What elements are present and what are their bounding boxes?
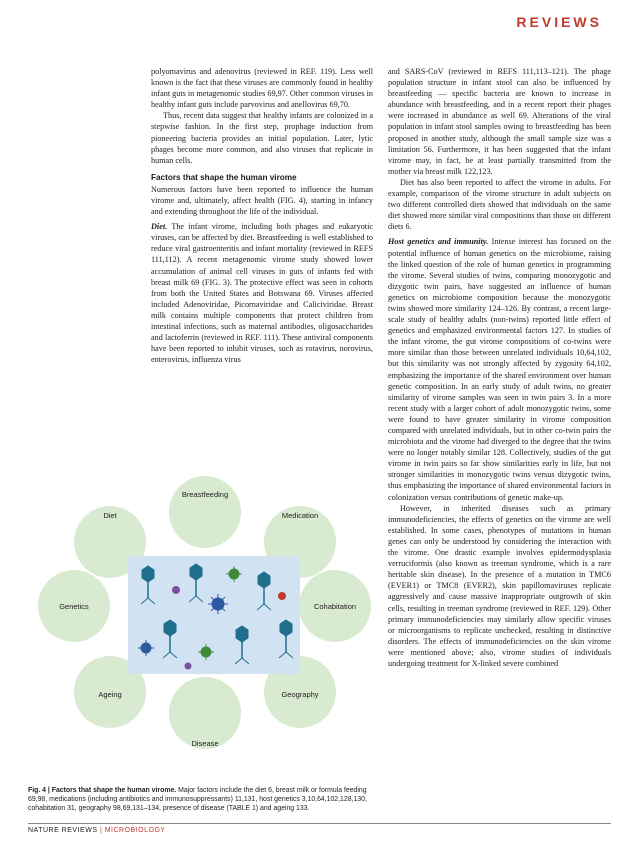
section-label: REVIEWS [516, 14, 602, 30]
factors-diagram [28, 470, 373, 790]
label-geography: Geography [281, 690, 319, 699]
paragraph-genetics [388, 236, 611, 502]
page-footer [28, 823, 611, 834]
diet-text: The infant virome, including both phages and eukaryotic viruses, can be affected by diet. Breastfeeding is well established to reduce viral gastroenteritis and infant mortality (reviewed in REFS 111,112). A recent metagenomic virome study showed lower accumulation of animal cell viruses in guts of infants fed with breast milk 69 (FIG. 3). The protective effect was seen in cohorts from both the United States and Botswana 69. Viruses affected included Adenoviridae, Picornaviridae and Caliciviridae. Breast milk contains multiple components that protect children from intestinal infections, such as maternal antibodies, oligosaccharides and lactoferrin (reviewed in REF. 111). These antiviral components have been reported to inhibit viruses, such as rotavirus, norovirus, enterovirus, influenza virus [151, 222, 373, 365]
runin-heading-diet: Diet. [151, 222, 168, 232]
spiky-virus-icon [208, 594, 228, 614]
paragraph: Thus, recent data suggest that healthy infants are colonized in a stepwise fashion. In the first step, prophage induction from pioneering bacteria provides an initial population. Later, lytic phages become more common, and also viruses that replicate in human cells. [151, 111, 373, 165]
caption-text: Major factors include the diet 6, breast milk or formula feeding 69,98, medications (including antibiotics and immunosuppressants) 11,131, host genetics 3,10,64,102,128,130, cohabitation 31, geography 98,69,131–134, presence of disease (TABLE 1) and ageing 133. [28, 787, 367, 812]
paragraph: polyomavirus and adenovirus (reviewed in REF. 119). Less well known is the fact that these viruses are commonly found in healthy infant guts in metagenomic studies 69,97. Other common viruses in healthy infant guts include parvovirus and anellovirus 69,70. [151, 67, 373, 110]
runin-heading-genetics: Host genetics and immunity. [388, 237, 489, 247]
right-column [388, 66, 611, 669]
node-breastfeeding [169, 476, 241, 548]
label-genetics: Genetics [59, 602, 89, 611]
paragraph: However, in inherited diseases such as primary immunodeficiencies, the effects of genetics on the virome are well established. In some cases, phenotypes of mutations in human genes can only be understood by considering the interaction with the virome. One drastic example involves epidermodysplasia verruciformis (also known as treeman syndrome, which is a rare heritable skin disease). In the presence of a mutation in TMC6 (EVER1) or TMC8 (EVER2), skin papillomaviruses replicate aggressively and cause massive inappropriate outgrowth of skin cells, resulting in treeman syndrome (reviewed in REF. 129). Other primary immunodeficiencies may similarly allow specific viruses or microorganisms to replicate unchecked, resulting in distinctive disorders. The effects of immunodeficiencies on the skin virome were mentioned above; also, virome studies of individuals undergoing treatment for X-linked severe combined [388, 503, 611, 668]
virus-particle-icon [172, 586, 180, 594]
label-cohabitation: Cohabitation [313, 602, 357, 611]
figure-4 [28, 470, 373, 790]
paragraph: Diet has also been reported to affect the virome in adults. For example, comparison of the virome structure in adult subjects on two different controlled diets showed that individuals on the same diet showed more similar viral compositions than those on different diets 6. [388, 177, 611, 232]
label-diet: Diet [103, 511, 117, 520]
label-ageing: Ageing [98, 690, 122, 699]
label-disease: Disease [191, 739, 219, 748]
label-breastfeeding: Breastfeeding [181, 490, 229, 499]
genetics-text: Intense interest has focused on the potential influence of human genetics on the microbiome, raising the linked question of the role of human genetics in programming the virome. Several studies of twins, comparing monozygotic and dizygotic twin pairs, have suggested an influence of human genetics on microbiome composition because the monozygotic twins showed more similarity 124–126. By contrast, a recent large-scale study of healthy adults (non-twins) reported little effect of genetics and emphasized environmental factors 127. In studies of the infant virome, the gut virome compositions of co-twins were more similar than those between unrelated individuals 10,64,102, but this similarity was not strongly affected by zygosity 64,102, emphasizing the importance of the shared environment over human genetic composition. In an early study of adult twins, no greater similarity of virome samples was seen in twin pairs 3. In a more recent study with a larger cohort of adult monozygotic twins, some were found to have greater similarity in virome composition compared with unrelated individuals, but in other co-twin pairs the microbiota and the virome had diverged to the degree that the twins were no longer notably similar 128. Collectively, studies of the gut virome in twin pairs so far show similarities early in life, but not stronger similarities in monozygotic twins versus dizygotic twins, thus emphasizing the importance of shared environmental factors in colonization versus contributions of genetic make-up. [388, 237, 612, 502]
caption-title: Fig. 4 | Factors that shape the human virome. [28, 787, 177, 794]
figure-caption [28, 787, 373, 814]
paragraph: and SARS-CoV (reviewed in REFS 111,113–121). The phage population structure in infant stool can also be influenced by breastfeeding — specific bacteria are known to increase in abundance with breastfeeding, and in a recent report their phages were increased in abundance as well 69. Alterations of the viral population in infant stool samples owing to breastfeeding has been proposed in another study, although the small sample size was a limitation 56. Furthermore, it has been suggested that the infant virome may, in fact, be at least partially transmitted from the mother via breast milk 122,123. [388, 67, 611, 176]
journal-subject: MICROBIOLOGY [104, 827, 166, 834]
paragraph-diet [151, 221, 373, 365]
journal-name: NATURE REVIEWS [28, 827, 98, 834]
footer-separator: | [97, 827, 105, 834]
left-column [151, 66, 373, 365]
section-heading: Factors that shape the human virome [151, 172, 297, 182]
label-medication: Medication [281, 511, 319, 520]
paragraph: Numerous factors have been reported to influence the human virome and, ultimately, affect health (FIG. 4), starting in infancy and extending throughout the life of the individual. [151, 184, 373, 217]
virus-particle-icon [278, 592, 286, 600]
virus-particle-icon [185, 663, 192, 670]
